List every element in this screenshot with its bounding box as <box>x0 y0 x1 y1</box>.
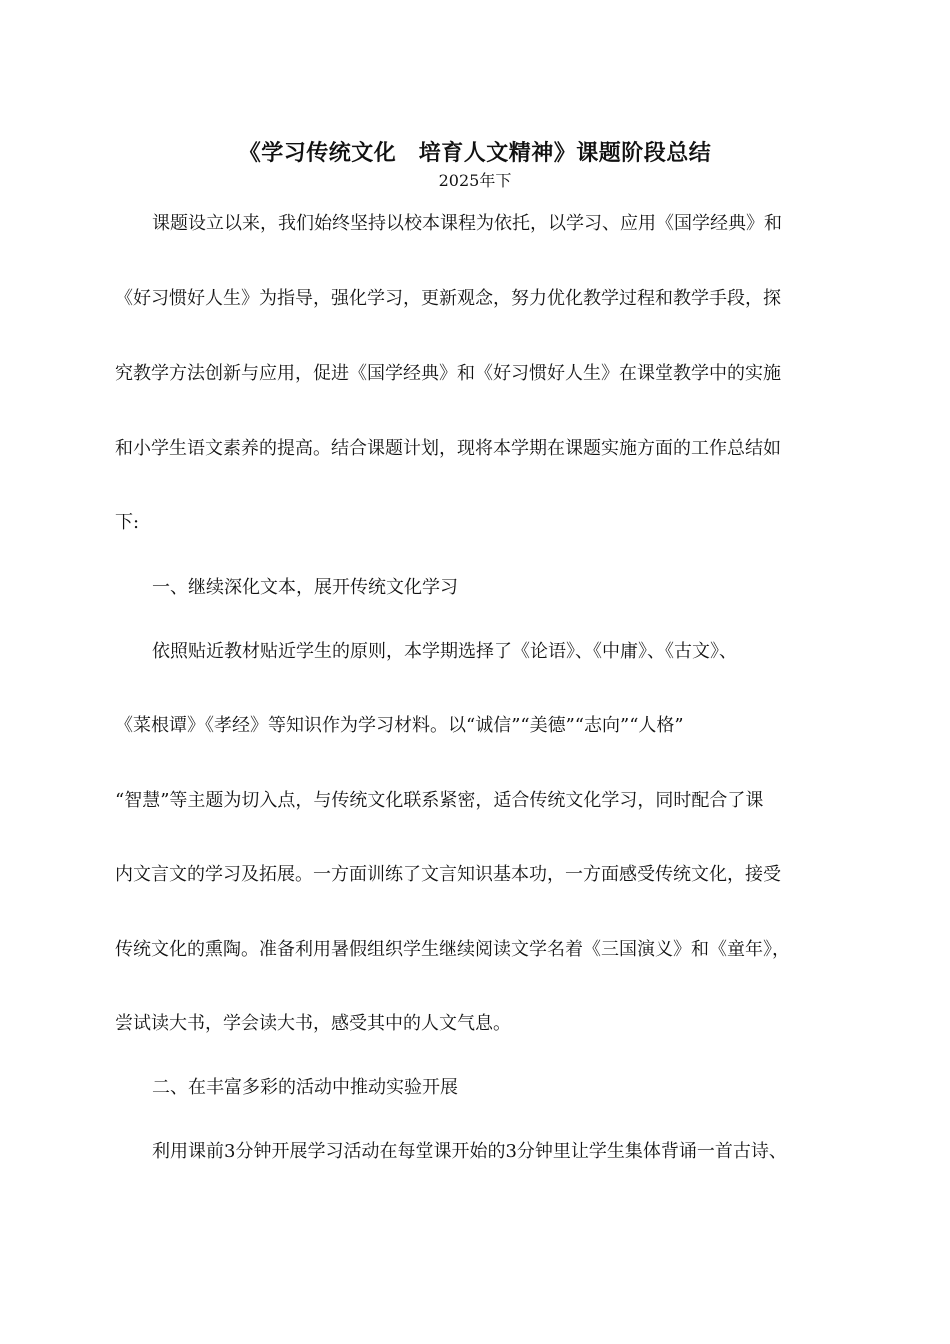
paragraph-line: 下: <box>115 512 140 533</box>
paragraph-line: 课题设立以来，我们始终坚持以校本课程为依托，以学习、应用《国学经典》和 <box>152 213 782 234</box>
paragraph-line: 《好习惯好人生》为指导，强化学习，更新观念，努力优化教学过程和教学手段，探 <box>115 288 781 309</box>
section-heading: 二、在丰富多彩的活动中推动实验开展 <box>152 1077 458 1098</box>
paragraph-line: 利用课前3分钟开展学习活动在每堂课开始的3分钟里让学生集体背诵一首古诗、 <box>152 1141 787 1162</box>
paragraph-line: 依照贴近教材贴近学生的原则，本学期选择了《论语》、《中庸》、《古文》、 <box>152 641 737 662</box>
paragraph-line: 和小学生语文素养的提高。结合课题计划，现将本学期在课题实施方面的工作总结如 <box>115 438 781 459</box>
document-title: 《学习传统文化 培育人文精神》课题阶段总结 <box>238 140 712 166</box>
paragraph-line: 《菜根谭》《孝经》等知识作为学习材料。以“诚信”“美德”“志向”“人格” <box>115 715 684 736</box>
paragraph-line: 尝试读大书，学会读大书，感受其中的人文气息。 <box>115 1013 511 1034</box>
paragraph-line: 内文言文的学习及拓展。一方面训练了文言知识基本功，一方面感受传统文化，接受 <box>115 864 781 885</box>
paragraph-line: “智慧”等主题为切入点，与传统文化联系紧密，适合传统文化学习，同时配合了课 <box>115 790 764 811</box>
paragraph-line: 传统文化的熏陶。准备利用暑假组织学生继续阅读文学名着《三国演义》和《童年》， <box>115 939 790 960</box>
section-heading: 一、继续深化文本，展开传统文化学习 <box>152 577 458 598</box>
document-subtitle: 2025年下 <box>438 171 512 190</box>
paragraph-line: 究教学方法创新与应用，促进《国学经典》和《好习惯好人生》在课堂教学中的实施 <box>115 363 781 384</box>
